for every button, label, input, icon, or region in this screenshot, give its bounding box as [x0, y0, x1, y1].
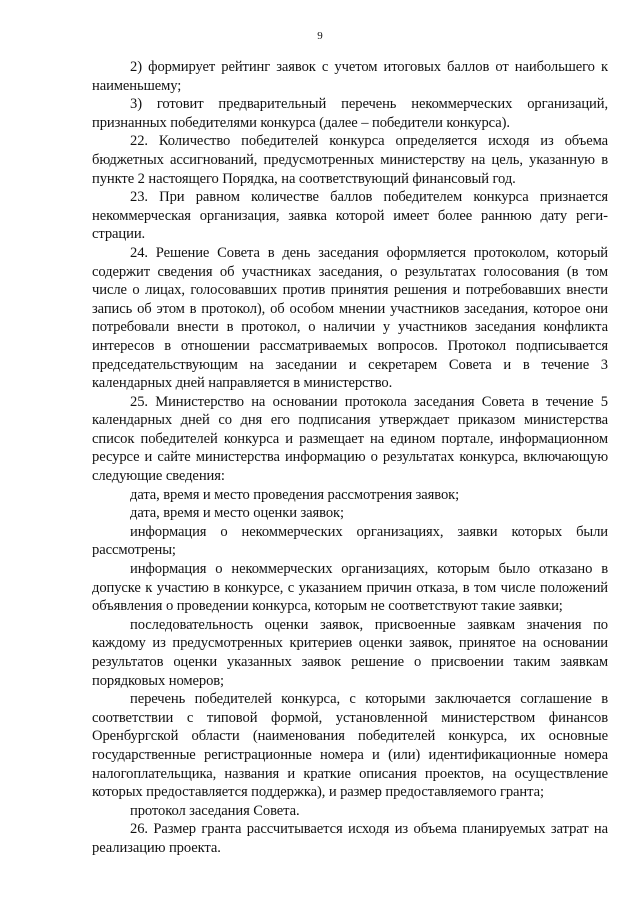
- list-item-rejected-organizations: информация о некоммерческих организациях, которым было отказано в допуске к участию в конкурсе, с указанием причин отказа, в том числе положений объявления о проведении конкурса, которым не соответствуют такие заявки;: [92, 561, 608, 615]
- paragraph-25: 25. Министерство на основании протокола заседания Совета в течение 5 календарных дней со дня его подписания утверждает приказом министерства список победителей конкурса и размещает на едином портале, информационном ресурсе и сайте министерства информацию о результатах конкурса, включающую следующие сведения:: [92, 393, 608, 485]
- document-body: [92, 58, 608, 858]
- list-item-evaluation-date: дата, время и место оценки заявок;: [130, 505, 344, 522]
- list-item-council-protocol: протокол заседания Совета.: [130, 802, 300, 819]
- paragraph-item-2: 2) формирует рейтинг заявок с учетом итоговых баллов от наибольшего к наименьшему;: [92, 59, 608, 94]
- paragraph-item-3: 3) готовит предварительный перечень некоммерческих организаций, признанных победителями конкурса (далее – победители конкурса).: [92, 96, 608, 131]
- paragraph-23: 23. При равном количестве баллов победителем конкурса признается некоммерческая организация, заявка которой имеет более раннюю дату регистрации.: [92, 189, 608, 243]
- page-number: 9: [317, 30, 323, 42]
- list-item-review-date: дата, время и место проведения рассмотрения заявок;: [130, 486, 460, 503]
- list-item-evaluation-sequence: последовательность оценки заявок, присвоенные заявкам значения по каждому из предусмотренных критериев оценки заявок, принятое на основании результатов оценки указанных заявок решение о присвоении таким заявкам порядковых номеров;: [92, 616, 608, 689]
- paragraph-22: 22. Количество победителей конкурса определяется исходя из объема бюджетных ассигнований, предусмотренных министерству на цель, указанную в пункте 2 настоящего Порядка, на соответствующий финансовый год.: [92, 133, 608, 187]
- list-item-winners-list: перечень победителей конкурса, с которыми заключается соглашение в соответствии с типовой формой, установленной министерством финансов Оренбургской области (наименования победителей конкурса, их основные государственные регистрационные номера и (или) идентификационные номера налогоплательщика, названия и краткие описания проектов, на осуществление которых предоставляется поддержка), и размер предоставляемого гранта;: [92, 691, 608, 801]
- paragraph-24: 24. Решение Совета в день заседания оформляется протоколом, который содержит сведения об участниках заседания, о результатах голосования (в том числе о лицах, голосовавших против принятия решения и потребовавших внести запись об этом в протокол), об особом мнении участников заседания, которое они потребовали внести в протокол, о наличии у участников заседания конфликта интересов в отношении рассматриваемых вопросов. Протокол подписывается председательствующим на заседании и секретарем Совета и в течение 3 календарных дней направляется в министерство.: [92, 244, 608, 392]
- paragraph-26: 26. Размер гранта рассчитывается исходя из объема планируемых затрат на реализацию проекта.: [92, 821, 608, 856]
- list-item-reviewed-organizations: информация о некоммерческих организациях, заявки которых были рассмотрены;: [92, 523, 608, 559]
